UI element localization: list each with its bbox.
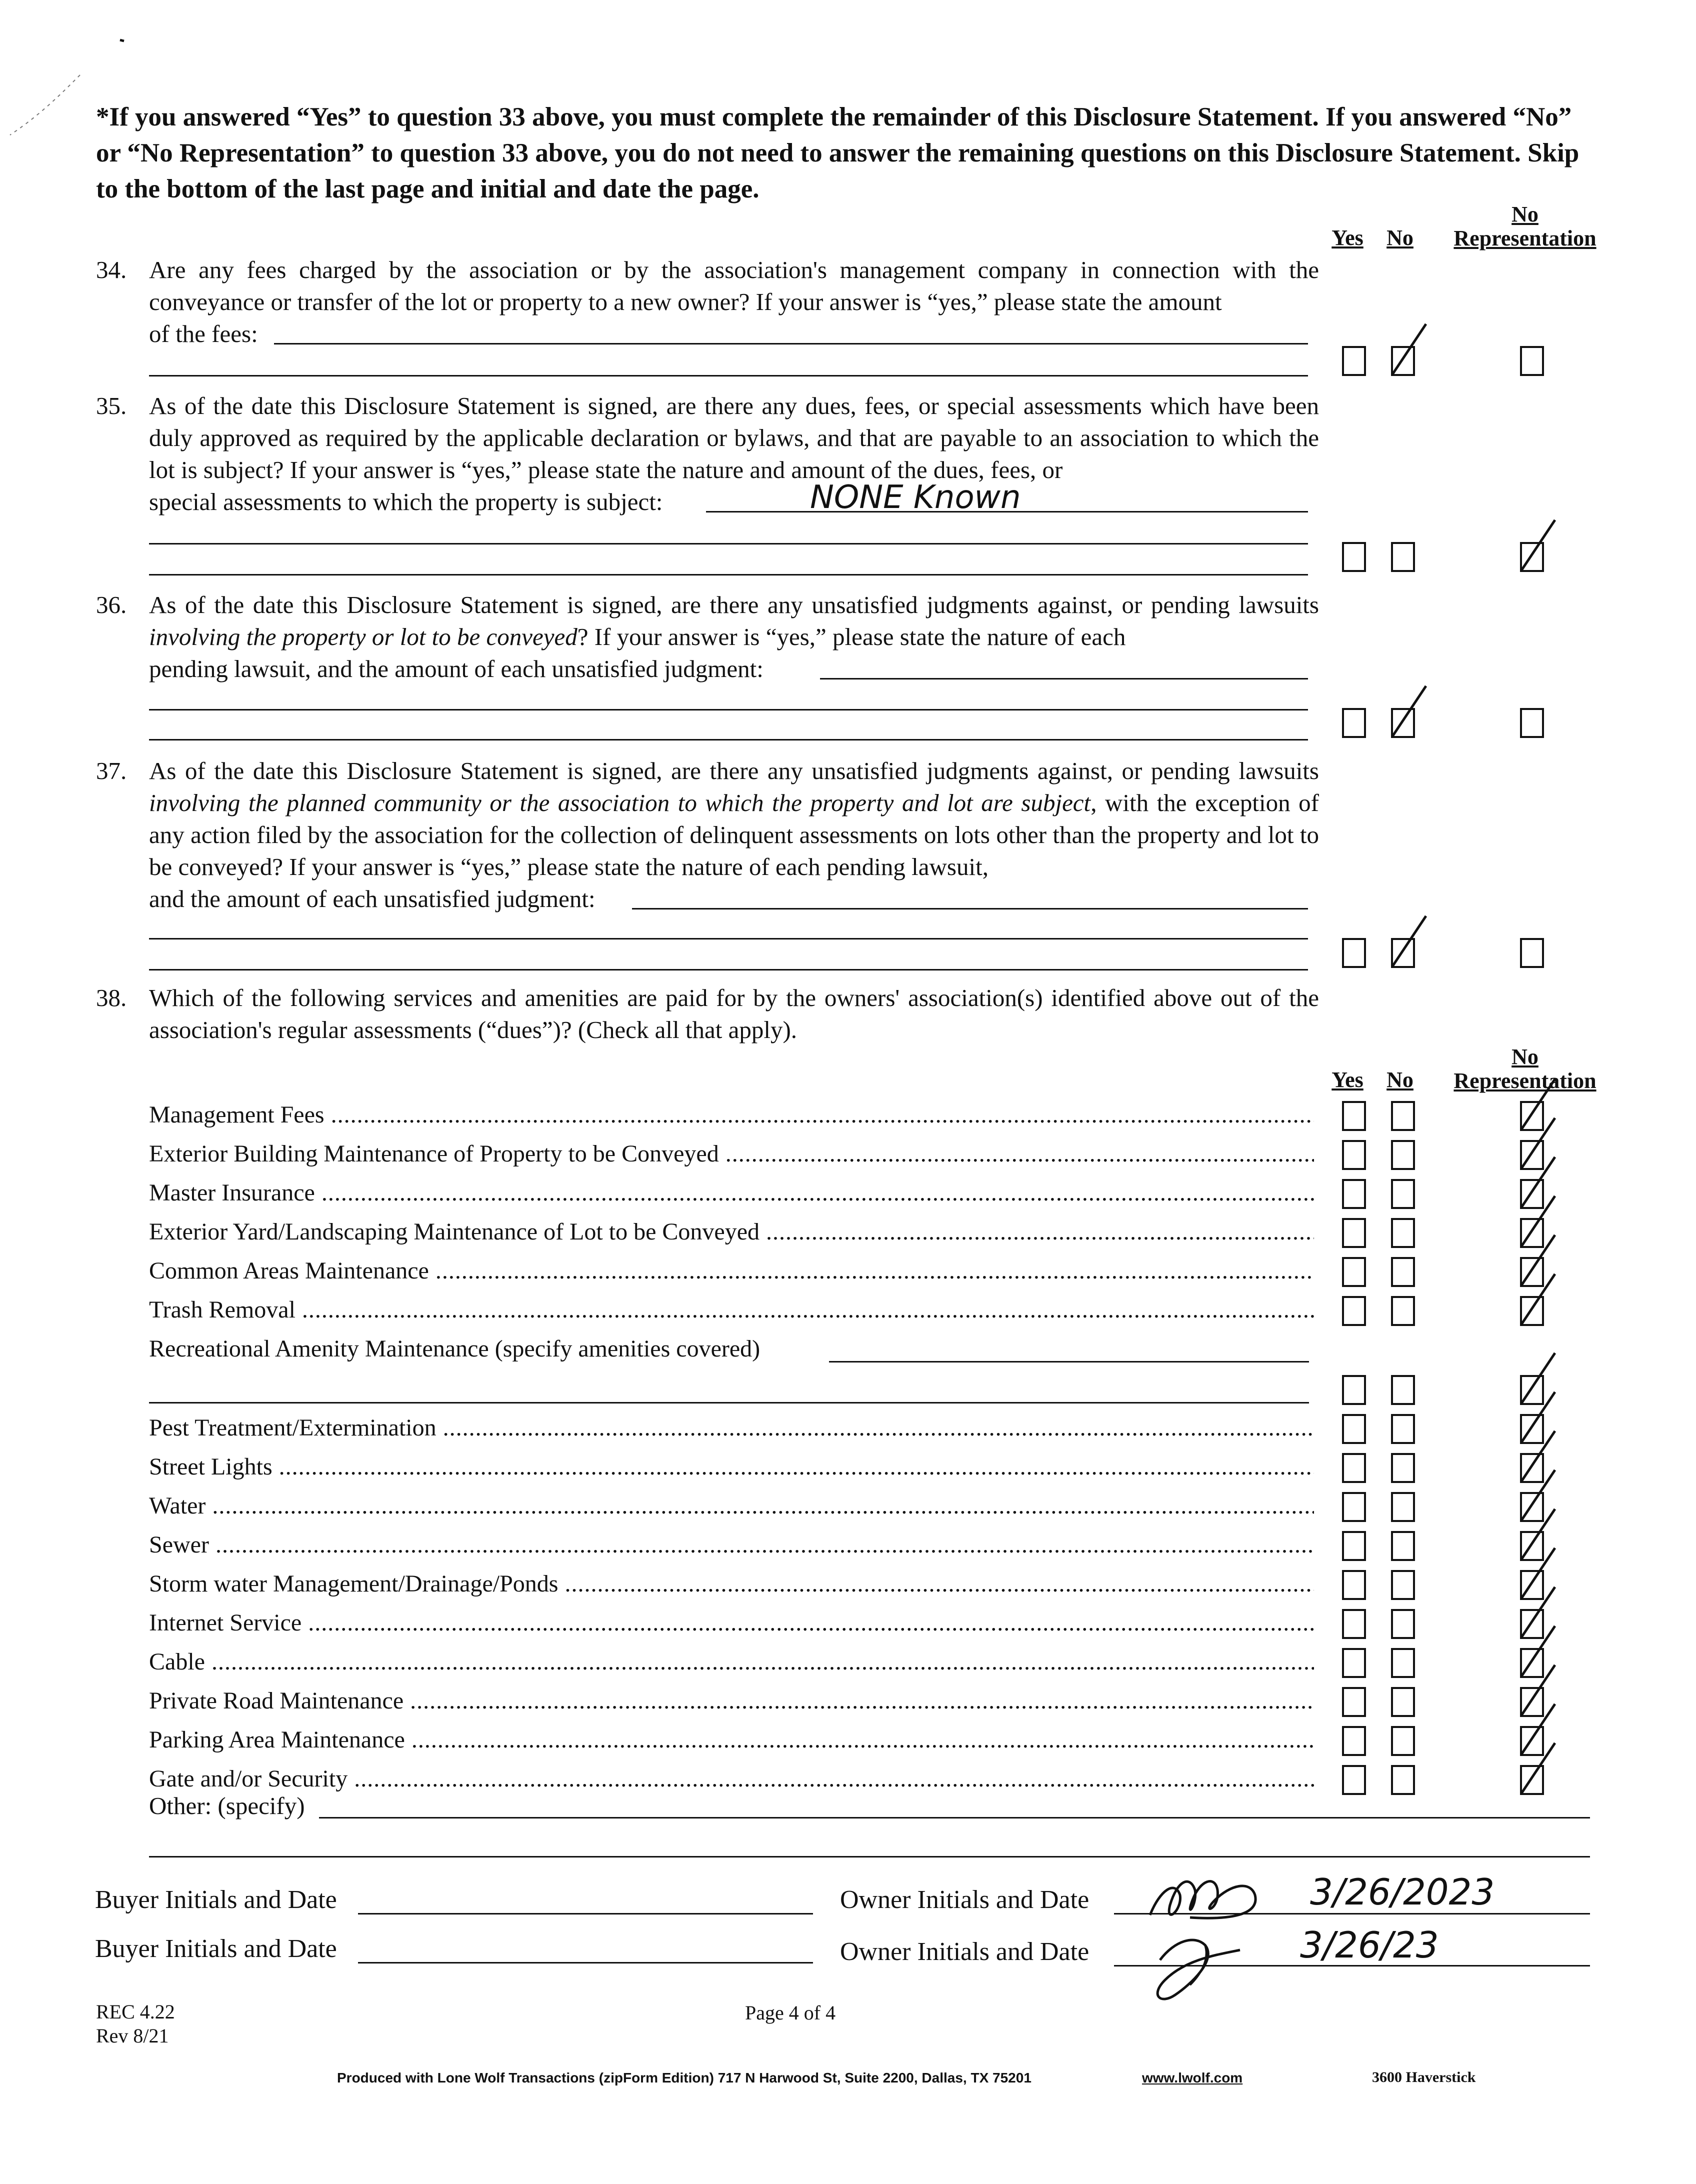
- checkbox-yes[interactable]: [1342, 1140, 1366, 1170]
- leader-dots: [315, 1180, 1314, 1206]
- amenity-row: [149, 1491, 1314, 1521]
- amenity-label: Recreational Amenity Maintenance (specify amenities covered): [149, 1336, 760, 1362]
- answer-line: [632, 908, 1308, 910]
- page-number: Page 4 of 4: [745, 2002, 836, 2024]
- checkbox-yes[interactable]: [1342, 1570, 1366, 1600]
- amenity-row: [149, 1686, 1314, 1716]
- other-line: [149, 1856, 1590, 1858]
- checkbox-yes[interactable]: [1342, 1453, 1366, 1483]
- header-yes: Yes: [1332, 226, 1364, 250]
- checkbox-yes[interactable]: [1342, 1687, 1366, 1717]
- amenity-label: Exterior Yard/Landscaping Maintenance of Lot to be Conveyed: [149, 1218, 760, 1245]
- amenity-label: Trash Removal: [149, 1296, 296, 1323]
- website-link[interactable]: www.lwolf.com: [1142, 2070, 1243, 2086]
- question-text-pre: As of the date this Disclosure Statement is signed, are there any unsatisfied judgments against, or pending lawsuits: [149, 591, 1319, 618]
- answer-line: [149, 375, 1308, 376]
- checkbox-yes[interactable]: [1342, 542, 1366, 572]
- checkbox-no[interactable]: [1391, 542, 1415, 572]
- checkbox-yes[interactable]: [1342, 1218, 1366, 1248]
- checkbox-no[interactable]: [1391, 1218, 1415, 1248]
- question-text-italic: involving the planned community or the association to which the property and lot are subject: [149, 789, 1091, 816]
- header-norep-line1: No: [1512, 202, 1538, 226]
- checkmark-icon: [1381, 683, 1436, 748]
- checkbox-no[interactable]: [1391, 1726, 1415, 1756]
- buyer-initials-label: Buyer Initials and Date: [95, 1886, 337, 1914]
- amenity-row: [149, 1452, 1314, 1482]
- header-norep-line1: No: [1512, 1044, 1538, 1069]
- answer-line: [149, 969, 1308, 970]
- leader-dots: [405, 1726, 1314, 1753]
- checkbox-no-representation[interactable]: [1520, 938, 1544, 968]
- amenity-row: [149, 1178, 1314, 1208]
- amenity-label: Sewer: [149, 1532, 209, 1558]
- checkbox-no[interactable]: [1391, 1765, 1415, 1795]
- amenity-row: [149, 1413, 1314, 1443]
- amenity-label: Storm water Management/Drainage/Ponds: [149, 1570, 558, 1597]
- question-text-tail: of the fees:: [149, 320, 258, 348]
- owner-initials-label: Owner Initials and Date: [840, 1886, 1090, 1914]
- answer-line: [149, 709, 1308, 710]
- question-number: 34.: [96, 256, 127, 284]
- header-no: No: [1386, 226, 1414, 250]
- owner-initials-label: Owner Initials and Date: [840, 1938, 1090, 1966]
- question-text-italic: involving the property or lot to be conveyed: [149, 623, 578, 650]
- checkbox-no[interactable]: [1391, 1140, 1415, 1170]
- checkbox-no[interactable]: [1391, 1257, 1415, 1287]
- leader-dots: [272, 1454, 1314, 1480]
- checkbox-no[interactable]: [1391, 1609, 1415, 1639]
- buyer-initials-label: Buyer Initials and Date: [95, 1934, 337, 1963]
- amenity-label: Street Lights: [149, 1454, 272, 1480]
- checkbox-yes[interactable]: [1342, 708, 1366, 738]
- checkbox-yes[interactable]: [1342, 1492, 1366, 1522]
- buyer-initials-line[interactable]: [358, 1962, 813, 1964]
- question-text-tail: pending lawsuit, and the amount of each unsatisfied judgment:: [149, 655, 764, 682]
- amenity-row: [149, 1139, 1314, 1169]
- checkbox-no[interactable]: [1391, 1296, 1415, 1326]
- question-number: 35.: [96, 392, 127, 420]
- checkbox-yes[interactable]: [1342, 1531, 1366, 1561]
- checkbox-yes[interactable]: [1342, 1765, 1366, 1795]
- amenity-row: [149, 1100, 1314, 1130]
- checkbox-no[interactable]: [1391, 1453, 1415, 1483]
- checkbox-yes[interactable]: [1342, 1414, 1366, 1444]
- checkbox-yes[interactable]: [1342, 1101, 1366, 1131]
- answer-line: [820, 678, 1308, 680]
- question-text: As of the date this Disclosure Statement is signed, are there any dues, fees, or special assessments which have been duly approved as required by the applicable declaration or bylaws, and that are payable to an association to which the lot is subject? If your answer is “yes,” please state the nature and amount of the dues, fees, or: [149, 392, 1319, 484]
- owner-date-2: 3/26/23: [1300, 1924, 1439, 1966]
- checkbox-yes[interactable]: [1342, 1726, 1366, 1756]
- checkmark-icon: [1510, 1740, 1565, 1805]
- checkbox-yes[interactable]: [1342, 1648, 1366, 1678]
- checkbox-yes[interactable]: [1342, 1609, 1366, 1639]
- property-reference: 3600 Haverstick: [1372, 2069, 1476, 2086]
- amenity-label: Internet Service: [149, 1610, 302, 1636]
- checkbox-yes[interactable]: [1342, 1296, 1366, 1326]
- leader-dots: [209, 1532, 1314, 1558]
- question-text-tail: and the amount of each unsatisfied judgment:: [149, 885, 596, 912]
- checkbox-no[interactable]: [1391, 1687, 1415, 1717]
- amenity-specify-line[interactable]: [149, 1402, 1309, 1404]
- checkbox-yes[interactable]: [1342, 1375, 1366, 1405]
- checkmark-icon: [1510, 517, 1565, 582]
- amenity-label: Parking Area Maintenance: [149, 1726, 405, 1753]
- checkbox-no[interactable]: [1391, 1414, 1415, 1444]
- leader-dots: [760, 1218, 1314, 1245]
- checkbox-yes[interactable]: [1342, 1257, 1366, 1287]
- owner-initials-signature: [1130, 1860, 1290, 2010]
- question-text-pre: As of the date this Disclosure Statement is signed, are there any unsatisfied judgments against, or pending lawsuits: [149, 757, 1319, 784]
- owner-date-1: 3/26/2023: [1310, 1871, 1495, 1913]
- question-text-post: ? If your answer is “yes,” please state the nature of each: [577, 623, 1126, 650]
- answer-line: [274, 343, 1308, 344]
- buyer-initials-line[interactable]: [358, 1913, 813, 1914]
- amenity-row: [149, 1608, 1314, 1638]
- leader-dots: [296, 1296, 1314, 1323]
- checkmark-icon: [1510, 1271, 1565, 1336]
- checkmark-icon: [1381, 321, 1436, 386]
- header-no-representation: [1440, 202, 1610, 250]
- amenity-row: [149, 1764, 1314, 1794]
- amenity-row: [149, 1217, 1314, 1247]
- amenity-row: [149, 1569, 1314, 1599]
- amenity-label: Private Road Maintenance: [149, 1688, 404, 1714]
- answer-line: [149, 938, 1308, 940]
- leader-dots: [558, 1570, 1314, 1597]
- question-number: 36.: [96, 591, 127, 618]
- checkbox-no[interactable]: [1391, 1648, 1415, 1678]
- amenity-label: Exterior Building Maintenance of Property to be Conveyed: [149, 1140, 719, 1167]
- amenity-label: Management Fees: [149, 1102, 324, 1128]
- amenity-row: [149, 1256, 1314, 1286]
- checkbox-no-representation[interactable]: [1520, 708, 1544, 738]
- leader-dots: [404, 1688, 1314, 1714]
- answer-line: [149, 543, 1308, 544]
- amenity-label: Master Insurance: [149, 1180, 315, 1206]
- intro-instructions: *If you answered “Yes” to question 33 above, you must complete the remainder of this Disclosure Statement. If you answered “No” or “No Representation” to question 33 above, you do not need to answer the remaining questions on this Disclosure Statement. Skip to the bottom of the last page and initial and date the page.: [96, 102, 1580, 204]
- form-revision: Rev 8/21: [96, 2024, 169, 2047]
- header-norep-line2: Representation: [1454, 226, 1596, 250]
- checkbox-no[interactable]: [1391, 1179, 1415, 1209]
- checkbox-yes[interactable]: [1342, 346, 1366, 376]
- leader-dots: [302, 1610, 1314, 1636]
- question-text-tail: special assessments to which the property is subject:: [149, 488, 663, 516]
- amenity-label: Water: [149, 1492, 206, 1519]
- leader-dots: [324, 1102, 1314, 1128]
- leader-dots: [719, 1140, 1314, 1167]
- checkbox-no[interactable]: [1391, 1531, 1415, 1561]
- amenity-label: Gate and/or Security: [149, 1766, 348, 1792]
- question-text-post: , with the exception of any action filed by the association for the collection of delinquent assessments on lots other than the property and lot to be conveyed? If your answer is “yes,” please state the nature of each pending lawsuit,: [149, 789, 1319, 880]
- checkbox-no[interactable]: [1391, 1101, 1415, 1131]
- header-yes: Yes: [1332, 1068, 1364, 1092]
- question-text: [149, 755, 1319, 883]
- checkbox-yes[interactable]: [1342, 938, 1366, 968]
- amenity-label: Cable: [149, 1648, 205, 1675]
- leader-dots: [348, 1766, 1314, 1792]
- header-norep-line2: Representation: [1454, 1068, 1596, 1093]
- answer-line: [149, 739, 1308, 740]
- checkbox-yes[interactable]: [1342, 1179, 1366, 1209]
- leader-dots: [205, 1648, 1314, 1675]
- amenity-row: [149, 1334, 1314, 1364]
- checkbox-no[interactable]: [1391, 1375, 1415, 1405]
- other-label: Other: (specify): [149, 1792, 305, 1820]
- checkbox-no[interactable]: [1391, 1570, 1415, 1600]
- question-text: Which of the following services and amenities are paid for by the owners' association(s) identified above out of the association's regular assessments (“dues”)? (Check all that apply).: [149, 984, 1319, 1044]
- amenity-row: [149, 1295, 1314, 1325]
- leader-dots: [436, 1414, 1314, 1441]
- amenity-label: Common Areas Maintenance: [149, 1258, 429, 1284]
- amenity-row: [149, 1725, 1314, 1755]
- leader-dots: [206, 1492, 1314, 1519]
- question-number: 37.: [96, 757, 127, 784]
- question-text: [149, 589, 1319, 653]
- amenity-specify-line[interactable]: [829, 1361, 1309, 1362]
- form-id: REC 4.22: [96, 2000, 175, 2023]
- checkbox-no[interactable]: [1391, 1492, 1415, 1522]
- other-line: [319, 1817, 1590, 1818]
- question-number: 38.: [96, 984, 127, 1012]
- handwritten-answer: NONE Known: [810, 479, 1021, 516]
- checkbox-no-representation[interactable]: [1520, 346, 1544, 376]
- amenity-row: [149, 1530, 1314, 1560]
- checkmark-icon: [1381, 913, 1436, 978]
- leader-dots: [429, 1258, 1314, 1284]
- question-text: Are any fees charged by the association or by the association's management company in connection with the conveyance or transfer of the lot or property to a new owner? If your answer is “yes,” please state the amount: [149, 256, 1319, 316]
- header-no: No: [1386, 1068, 1414, 1092]
- answer-line: [149, 574, 1308, 576]
- amenity-label: Pest Treatment/Extermination: [149, 1414, 436, 1441]
- produced-by: Produced with Lone Wolf Transactions (zipForm Edition) 717 N Harwood St, Suite 2200, Dallas, TX 75201: [337, 2070, 1032, 2086]
- amenity-row: [149, 1647, 1314, 1677]
